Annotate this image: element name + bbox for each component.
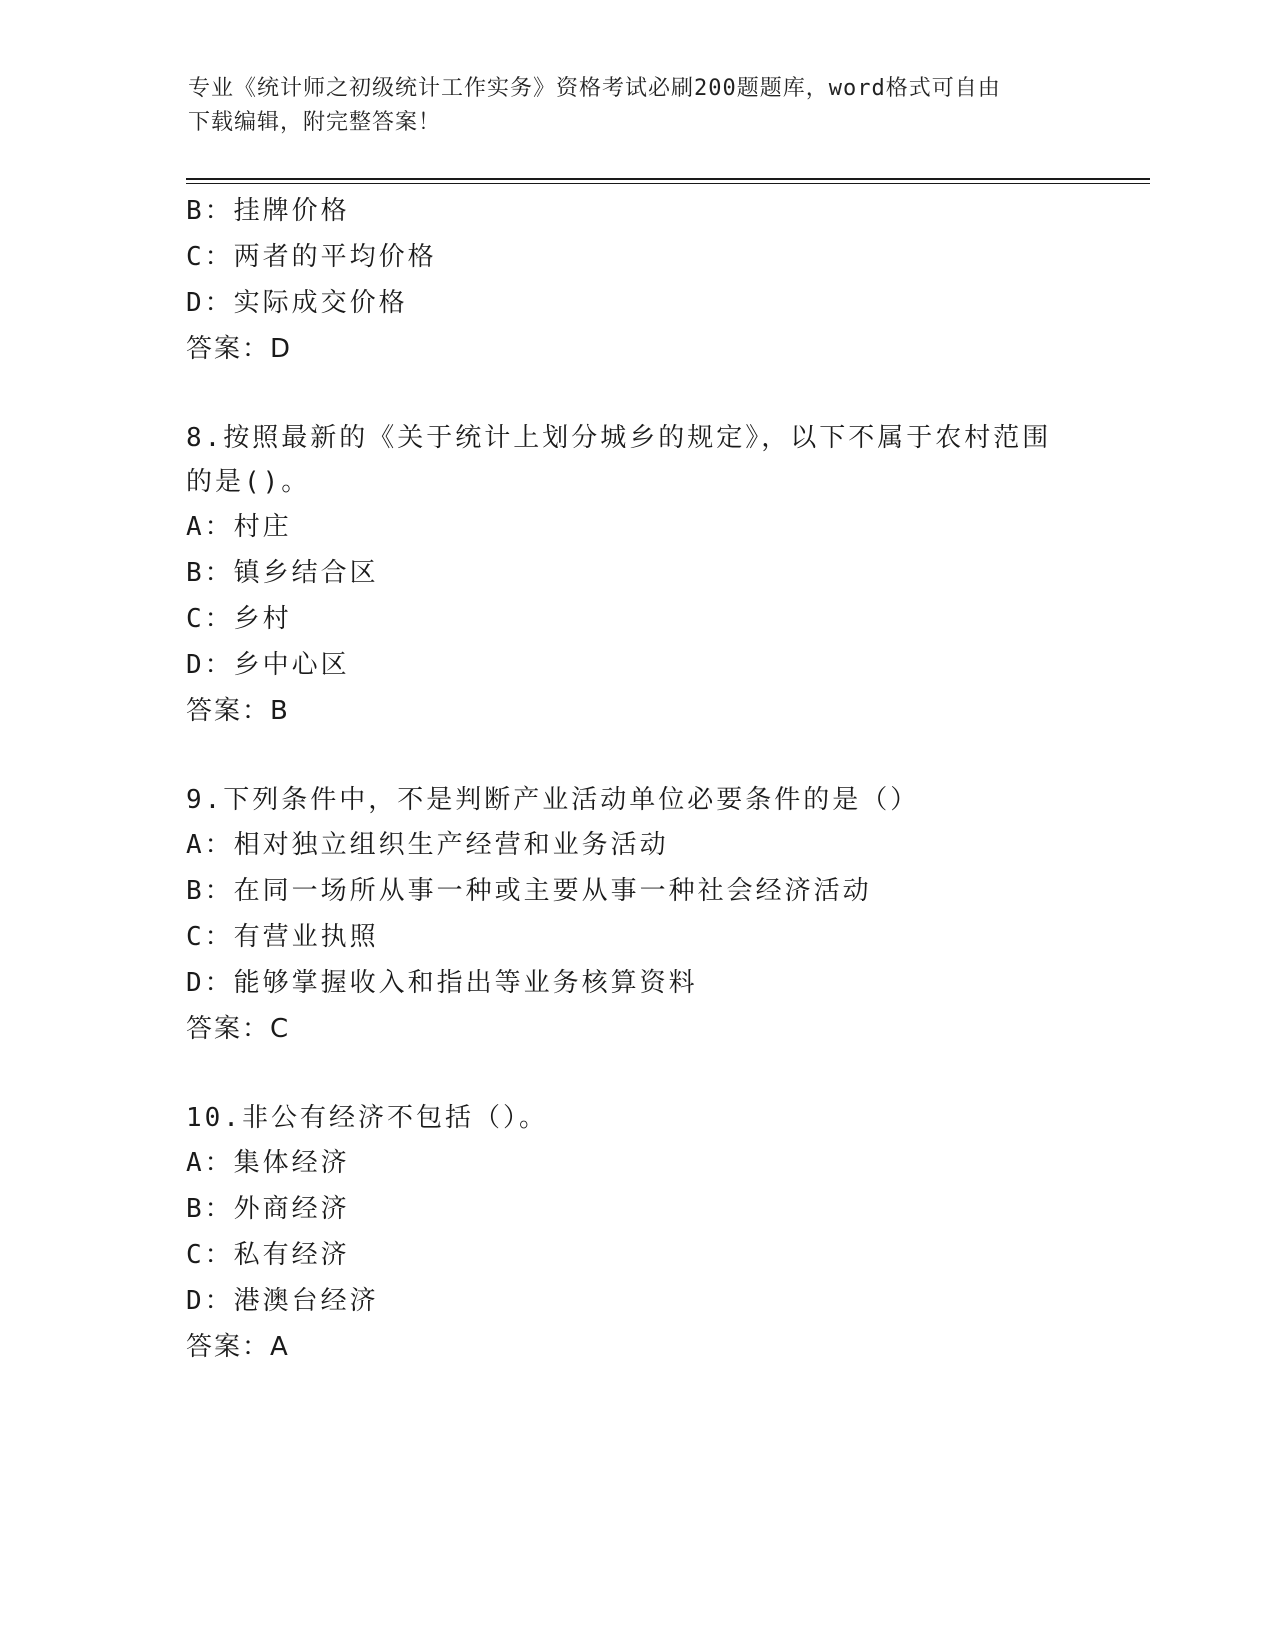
header-line-1: 专业《统计师之初级统计工作实务》资格考试必刷200题题库，word格式可自由 — [188, 76, 1001, 101]
option-c: C：两者的平均价格 — [186, 242, 437, 272]
spacer — [186, 1052, 1146, 1096]
question-stem-line: 10.非公有经济不包括（）。 — [186, 1103, 548, 1133]
option-b: B：在同一场所从事一种或主要从事一种社会经济活动 — [186, 876, 872, 906]
answer: 答案：B — [186, 696, 290, 726]
option-d: D：港澳台经济 — [186, 1286, 379, 1316]
header-divider-thick — [186, 178, 1150, 180]
option-c: C：有营业执照 — [186, 922, 379, 952]
option-c: C：乡村 — [186, 604, 292, 634]
question-list — [186, 188, 1146, 1370]
answer: 答案：C — [186, 1014, 291, 1044]
option-a: A：相对独立组织生产经营和业务活动 — [186, 830, 669, 860]
question-stem-line: 9.下列条件中，不是判断产业活动单位必要条件的是（） — [186, 785, 920, 815]
question-10 — [186, 1096, 1146, 1370]
header-line-2: 下载编辑，附完整答案！ — [188, 110, 442, 135]
question-9 — [186, 778, 1146, 1052]
option-b: B：挂牌价格 — [186, 196, 350, 226]
spacer — [186, 734, 1146, 778]
option-d: D：能够掌握收入和指出等业务核算资料 — [186, 968, 698, 998]
answer: 答案：D — [186, 334, 293, 364]
option-d: D：乡中心区 — [186, 650, 350, 680]
option-b: B：镇乡结合区 — [186, 558, 379, 588]
option-d: D：实际成交价格 — [186, 288, 408, 318]
document-header — [188, 72, 1088, 140]
option-a: A：村庄 — [186, 512, 292, 542]
option-a: A：集体经济 — [186, 1148, 350, 1178]
question-stem-line: 8.按照最新的《关于统计上划分城乡的规定》，以下不属于农村范围 — [186, 423, 1052, 453]
option-c: C：私有经济 — [186, 1240, 350, 1270]
option-b: B：外商经济 — [186, 1194, 350, 1224]
answer: 答案：A — [186, 1332, 290, 1362]
question-stem-line: 的是()。 — [186, 467, 311, 497]
header-divider-thin — [186, 183, 1150, 184]
question-7-continuation — [186, 188, 1146, 372]
question-8 — [186, 416, 1146, 734]
spacer — [186, 372, 1146, 416]
